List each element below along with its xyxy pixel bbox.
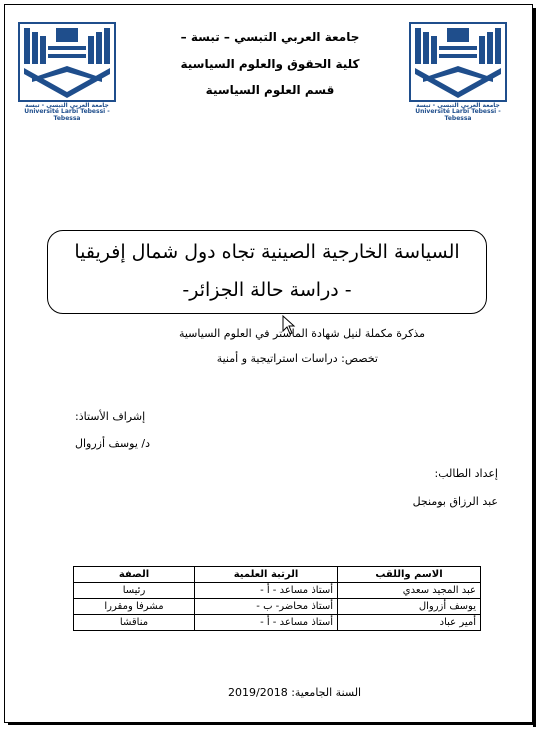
- jury-member-rank: أستاذ مساعد - أ -: [195, 583, 338, 599]
- header-rank: الرتبة العلمية: [195, 567, 338, 583]
- supervisor-label: إشراف الأستاذ:: [75, 410, 146, 423]
- supervisor-name: د/ يوسف أزروال: [75, 437, 150, 450]
- jury-member-role: رئيسا: [74, 583, 195, 599]
- memo-specialty: تخصص: دراسات استراتيجية و أمنية: [216, 352, 378, 365]
- university-logo-right: [409, 22, 507, 122]
- table-row: [74, 583, 481, 599]
- university-logo-left: [18, 22, 116, 122]
- faculty-name: كلية الحقوق والعلوم السياسية: [180, 57, 360, 71]
- university-emblem-icon: [18, 22, 116, 102]
- logo-caption-ar: جامعة العربي التبسي - تبسة: [25, 102, 109, 109]
- table-header-row: [74, 567, 481, 583]
- student-name: عبد الرزاق بومنجل: [412, 495, 498, 508]
- table-row: [74, 615, 481, 631]
- academic-year: السنة الجامعية: 2019/2018: [228, 686, 362, 699]
- jury-member-role: مشرفا ومقررا: [74, 599, 195, 615]
- jury-member-rank: أستاذ محاضر- ب -: [195, 599, 338, 615]
- jury-member-role: مناقشا: [74, 615, 195, 631]
- university-emblem-icon: [409, 22, 507, 102]
- jury-member-name: أمير عباد: [338, 615, 481, 631]
- jury-table: [73, 566, 481, 631]
- department-name: قسم العلوم السياسية: [205, 83, 335, 97]
- memo-purpose: مذكرة مكملة لنيل شهادة الماستر في العلوم السياسية: [178, 327, 425, 340]
- logo-caption-ar: جامعة العربي التبسي - تبسة: [416, 102, 500, 109]
- thesis-subtitle: - دراسة حالة الجزائر-: [182, 279, 352, 301]
- logo-caption-fr: Université Larbi Tebessi - Tebessa: [24, 108, 110, 122]
- table-row: [74, 599, 481, 615]
- jury-member-name: يوسف أزروال: [338, 599, 481, 615]
- student-label: إعداد الطالب:: [434, 467, 498, 480]
- jury-member-name: عبد المجيد سعدي: [338, 583, 481, 599]
- jury-member-rank: أستاذ مساعد - أ -: [195, 615, 338, 631]
- header-role: الصفة: [74, 567, 195, 583]
- page-shadow: [8, 722, 536, 725]
- university-name: جامعة العربي التبسي – تبسة –: [180, 30, 360, 44]
- header-name: الاسم واللقب: [338, 567, 481, 583]
- thesis-title: السياسة الخارجية الصينية تجاه دول شمال إفريقيا: [74, 241, 460, 263]
- logo-caption-fr: Université Larbi Tebessi - Tebessa: [415, 108, 501, 122]
- thesis-title-box: [47, 230, 487, 314]
